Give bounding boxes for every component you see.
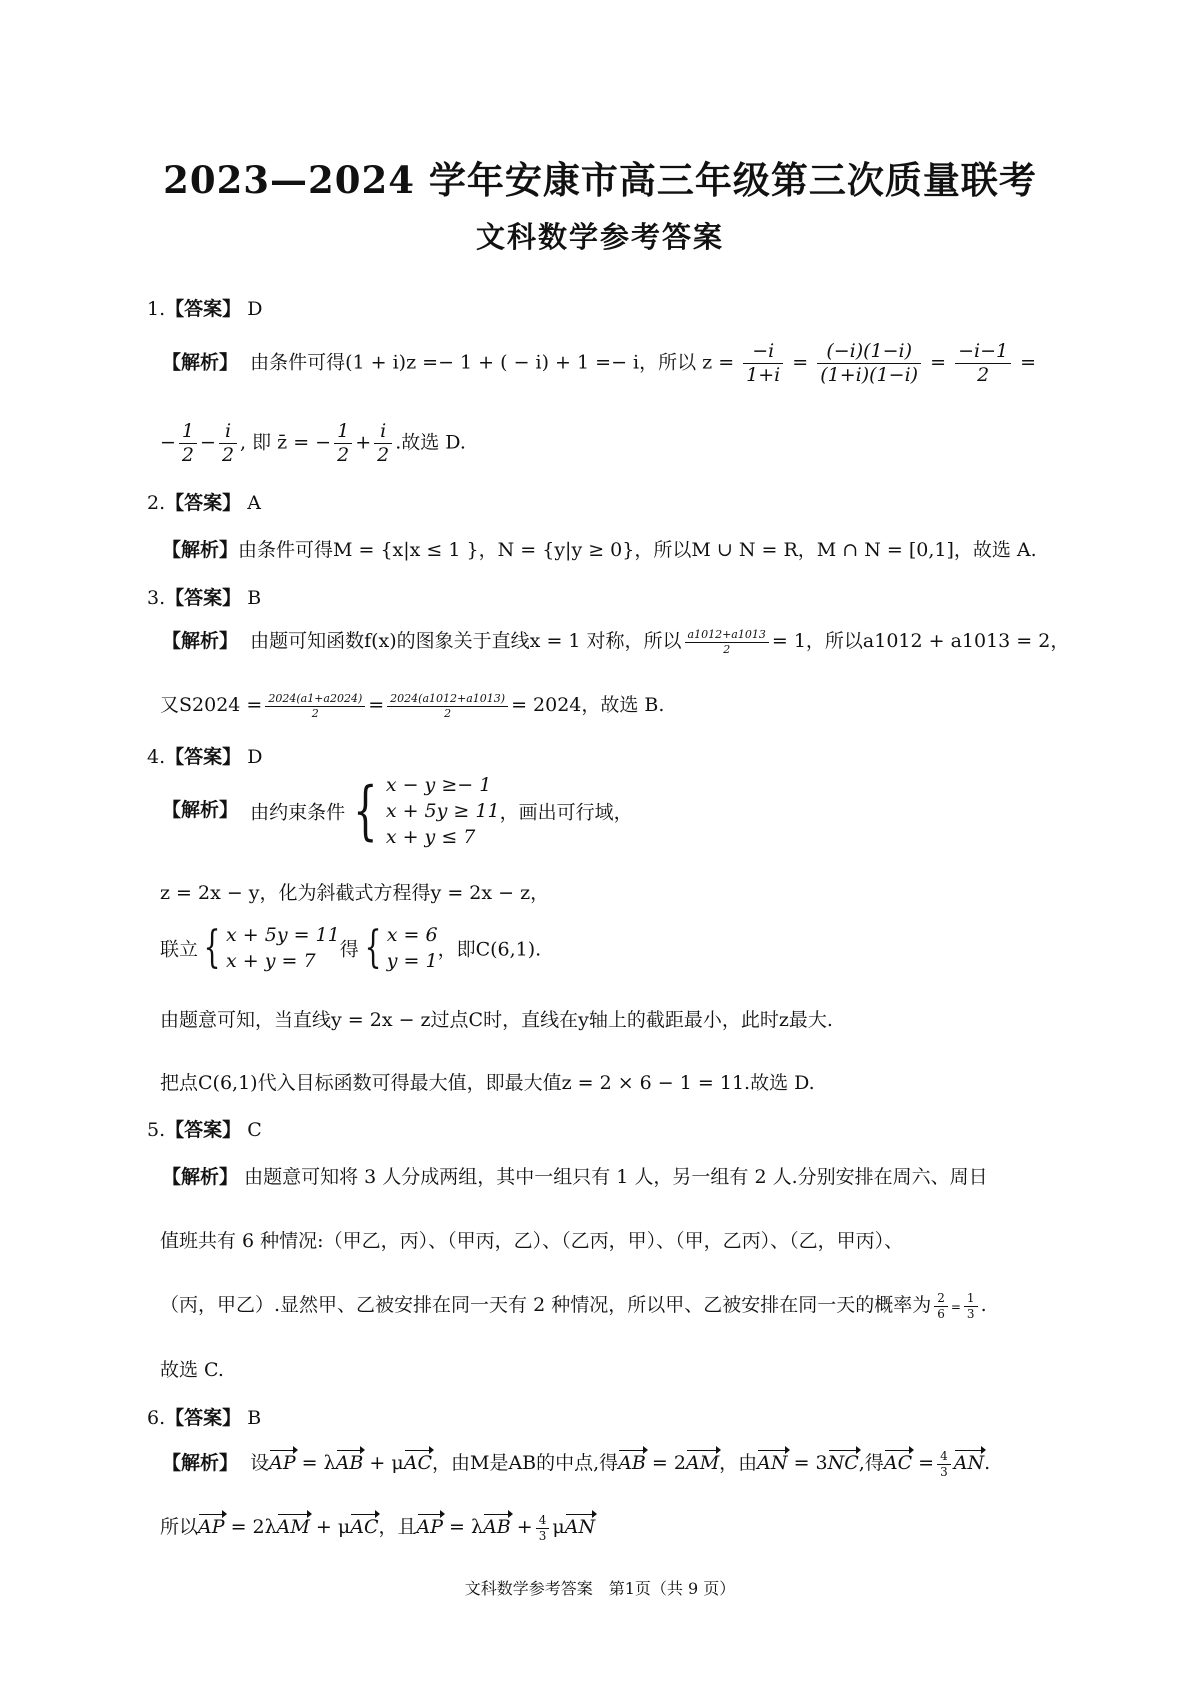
q2-analysis-label: 【解析】 [162,539,239,561]
q3-analysis-line1: 【解析】 由题可知函数f(x)的图象关于直线x = 1 对称，所以 $\frac{a1012+a1013}{2}$ = 1，所以a1012 + a1013 = 2， [162,628,1070,656]
q1-analysis-line2: − $\frac{1}{2}$ − $\frac{i}{2}$ , 即 z̄ = − $\frac{1}{2}$ + $\frac{i}{2}$ .故选 D. [160,420,466,466]
vector-AP: AP [416,1516,444,1538]
q4-answer-label: 【答案】 [165,746,242,768]
vector-AN: AN [757,1452,788,1474]
q1-frac4: $\frac{1}{2}$ [179,420,197,467]
q6-analysis-line2: 所以AP = 2λAM + μAC，且AP = λAB + $\frac{4}{3}$ μAN [160,1513,596,1543]
q2-analysis-line [162,535,1037,562]
q1-conj: , 即 z̄ = − [240,431,332,454]
q1-frac6: $\frac{1}{2}$ [334,420,352,467]
q4-line5: 把点C(6,1)代入目标函数可得最大值，即最大值z = 2 × 6 − 1 = 11.故选 D. [160,1072,815,1094]
q6-number: 6. [147,1407,166,1429]
vector-AB: AB [618,1452,646,1474]
q3-frac2: $\frac{2024(a1+a2024)}{2}$ [265,692,365,719]
q4-number: 4. [147,746,166,768]
q4-system3: x = 6 y = 1 [386,924,438,972]
brace-symbol: { [364,922,382,973]
q3-analysis-label: 【解析】 [162,630,239,652]
q4-line2: z = 2x − y，化为斜截式方程得y = 2x − z， [160,882,550,904]
q4-line3: 联立 { x + 5y = 11 x + y = 7 得 { x = 6 y = 1 ，即C(6,1). [160,922,542,973]
q3-frac1: $\frac{a1012+a1013}{2}$ [685,628,769,655]
q4-analysis-line1: 【解析】 由约束条件 { x − y ≥− 1 x + 5y ≥ 11 x + y ≤ 7 ，画出可行域， [162,774,633,848]
q3-answer-line [147,583,261,610]
q6-frac2: $\frac{4}{3}$ [536,1513,550,1543]
vector-NC: NC [827,1452,859,1474]
q4-line4: 由题意可知，当直线y = 2x − z过点C时，直线在y轴上的截距最小，此时z最大. [160,1009,833,1031]
vector-AN: AN [953,1452,985,1474]
page-subtitle: 文科数学参考答案 [475,220,724,254]
q3-answer: B [247,587,262,609]
q3-frac3: $\frac{2024(a1012+a1013)}{2}$ [387,692,508,719]
q2-answer: A [247,492,261,514]
vector-AB: AB [483,1516,511,1538]
vector-AM: AM [276,1516,310,1538]
vector-AP: AP [269,1452,296,1474]
brace-symbol: { [203,922,221,973]
q5-number: 5. [147,1119,166,1141]
vector-AC: AC [403,1452,432,1474]
q1-frac1: $\frac{-i}{1+i}$ [743,340,783,387]
q4-answer: D [247,746,263,768]
vector-AB: AB [335,1452,364,1474]
q1-frac3: $\frac{-i-1}{2}$ [955,340,1011,387]
q1-frac7: $\frac{i}{2}$ [374,420,392,467]
q1-number: 1. [147,298,166,320]
q1-answer: D [247,298,263,320]
vector-AP: AP [198,1516,225,1538]
q1-eq3: = [1020,351,1037,374]
q2-answer-line [147,488,261,515]
q5-frac1: $\frac{2}{6}$ [934,1291,948,1321]
brace-symbol: { [353,774,378,848]
vector-AM: AM [685,1452,720,1474]
q4-analysis-label: 【解析】 [162,799,239,821]
q3-analysis-line2: 又S2024 = $\frac{2024(a1+a2024)}{2}$ = $\frac{2024(a1012+a1013)}{2}$ = 2024，故选 B. [160,692,665,720]
vector-AN: AN [564,1516,596,1538]
q6-answer: B [247,1407,262,1429]
q5-analysis-label: 【解析】 [162,1166,239,1188]
q5-analysis-line4: 故选 C. [160,1359,224,1381]
q1-frac5: $\frac{i}{2}$ [219,420,237,467]
q3-answer-label: 【答案】 [165,587,242,609]
q5-analysis-line1: 【解析】 由题意可知将 3 人分成两组，其中一组只有 1 人，另一组有 2 人.分别安排在周六、周日 [162,1166,988,1188]
q3-number: 3. [147,587,166,609]
q1-answer-line [147,294,262,321]
q4-system2: x + 5y = 11 x + y = 7 [226,924,340,972]
q1-frac2: $\frac{(-i)(1-i)}{(1+i)(1-i)}$ [817,340,921,387]
q5-answer-label: 【答案】 [165,1119,242,1141]
vector-AC: AC [883,1452,913,1474]
q6-answer-line [147,1403,261,1430]
q4-constraint-system: x − y ≥− 1 x + 5y ≥ 11 x + y ≤ 7 [385,774,500,848]
q1-eq1: = [792,351,809,374]
q6-analysis-label: 【解析】 [162,1452,239,1474]
q2-answer-label: 【答案】 [165,492,242,514]
q6-frac1: $\frac{4}{3}$ [937,1449,951,1479]
q6-answer-label: 【答案】 [165,1407,242,1429]
q5-analysis-line3: （丙，甲乙）.显然甲、乙被安排在同一天有 2 种情况，所以甲、乙被安排在同一天的概率为 $\frac{2}{6}$ = $\frac{1}{3}$ . [160,1291,987,1321]
q4-answer-line [147,742,262,769]
page-footer: 文科数学参考答案 第1页（共 9 页） [464,1579,736,1598]
q5-answer: C [247,1119,262,1141]
q5-analysis-line2: 值班共有 6 种情况:（甲乙，丙）、（甲丙，乙）、（乙丙，甲）、（甲，乙丙）、（乙，甲丙）、 [160,1230,904,1252]
q1-eq2: = [930,351,947,374]
page-title: 2023—2024 学年安康市高三年级第三次质量联考 [163,158,1037,202]
vector-AC: AC [350,1516,379,1538]
q1-analysis-text: 由条件可得(1 + i)z =− 1 + ( − i) + 1 =− i，所以 z = [250,351,735,374]
q6-analysis-line1: 【解析】 设AP = λAB + μAC，由M是AB的中点,得AB = 2AM，由AN = 3NC,得AC = $\frac{4}{3}$ AN. [162,1449,991,1479]
q1-analysis-label: 【解析】 [162,351,239,374]
q1-answer-label: 【答案】 [165,298,242,320]
q5-answer-line [147,1115,262,1142]
q1-analysis-line1 [162,340,1036,387]
q5-frac2: $\frac{1}{3}$ [964,1291,978,1321]
q2-number: 2. [147,492,166,514]
q2-analysis-text: 由条件可得M = {x|x ≤ 1 }，N = {y|y ≥ 0}，所以M ∪ N = R，M ∩ N = [0,1]，故选 A. [238,539,1037,561]
